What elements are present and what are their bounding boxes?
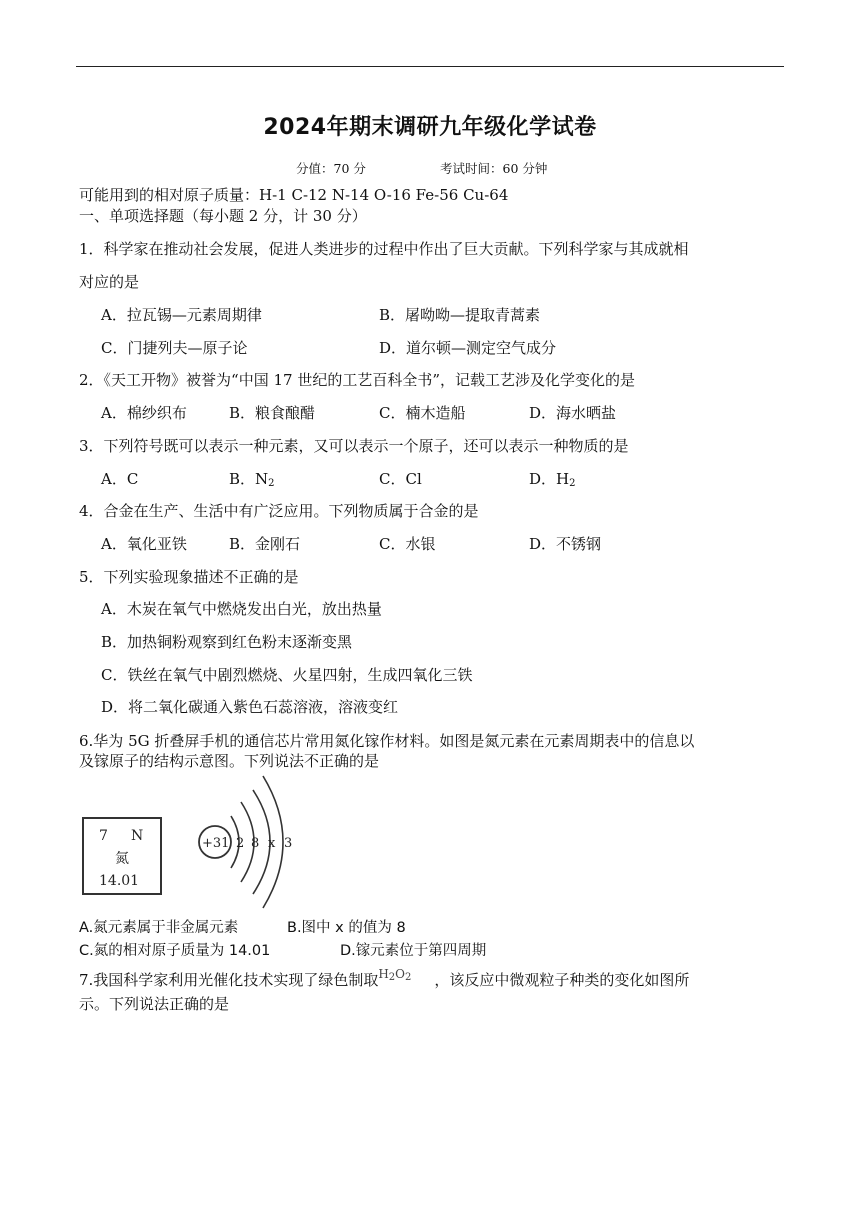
q6-option-d: D.镓元素位于第四周期 (340, 943, 487, 959)
element-mass: 14.01 (99, 873, 140, 889)
q4-option-a: A．氧化亚铁 (101, 535, 187, 553)
q4-option-b: B．金刚石 (229, 535, 301, 553)
atomic-masses: 可能用到的相对原子质量：H-1 C-12 N-14 O-16 Fe-56 Cu-64 (79, 186, 509, 204)
q2-option-c: C．楠木造船 (379, 404, 466, 422)
q6-option-b: B.图中 x 的值为 8 (287, 920, 406, 936)
page-title: 2024年期末调研九年级化学试卷 (263, 115, 597, 140)
q6-stem-line2: 及镓原子的结构示意图。下列说法不正确的是 (79, 752, 380, 770)
q5-option-d: D．将二氧化碳通入紫色石蕊溶液，溶液变红 (101, 698, 399, 716)
element-number: 7 (99, 828, 108, 844)
q4-option-d: D．不锈钢 (529, 535, 602, 553)
formula-h2o2: $H_2O_2$ (378, 967, 412, 983)
q2-stem: 2．《天工开物》被誉为“中国 17 世纪的工艺百科全书”，记载工艺涉及化学变化的是 (79, 371, 636, 389)
q6-option-c: C.氮的相对原子质量为 14.01 (79, 943, 271, 959)
score-label: 分值：70 分 (296, 161, 366, 176)
q4-stem: 4．合金在生产、生活中有广泛应用。下列物质属于合金的是 (79, 502, 479, 520)
top-rule (76, 66, 784, 67)
q5-option-a: A．木炭在氧气中燃烧发出白光，放出热量 (101, 600, 382, 618)
shell-count-1: 2 (236, 836, 245, 851)
nucleus-charge: +31 (202, 836, 230, 851)
q6-figure (79, 772, 299, 912)
q7-stem-line1: 7.我国科学家利用光催化技术实现了绿色制取$H_2O_2$ ，该反应中微观粒子种类的变化如图所 (79, 970, 689, 995)
shell-count-2: 8 (251, 836, 260, 851)
q1-option-b: B．屠呦呦—提取青蒿素 (379, 306, 541, 324)
q6-stem-line1: 6.华为 5G 折叠屏手机的通信芯片常用氮化镓作材料。如图是氮元素在元素周期表中的信息以 (79, 732, 695, 750)
time-label: 考试时间：60 分钟 (440, 161, 548, 176)
element-name: 氮 (115, 851, 129, 867)
q1-option-c: C．门捷列夫—原子论 (101, 339, 248, 357)
q3-option-a: A．C (101, 470, 139, 488)
q1-option-a: A．拉瓦锡—元素周期律 (101, 306, 262, 324)
q2-option-a: A．棉纱织布 (101, 404, 187, 422)
q3-option-c: C．Cl (379, 470, 422, 488)
q6-option-a: A.氮元素属于非金属元素 (79, 920, 239, 936)
q3-stem: 3．下列符号既可以表示一种元素，又可以表示一个原子，还可以表示一种物质的是 (79, 437, 629, 455)
q1-stem-line2: 对应的是 (79, 273, 140, 291)
q3-option-d: D．$H_2$ (529, 470, 576, 489)
shell-count-4: 3 (284, 836, 293, 851)
q7-stem-line2: 示。下列说法正确的是 (79, 995, 230, 1013)
q5-option-c: C．铁丝在氧气中剧烈燃烧、火星四射，生成四氧化三铁 (101, 666, 473, 684)
q4-option-c: C．水银 (379, 535, 436, 553)
element-symbol: N (131, 828, 144, 844)
q2-option-d: D．海水晒盐 (529, 404, 617, 422)
q3-option-b: B．$N_2$ (229, 470, 275, 489)
q1-stem-line1: 1．科学家在推动社会发展，促进人类进步的过程中作出了巨大贡献。下列科学家与其成就相 (79, 240, 689, 258)
q2-option-b: B．粮食酿醋 (229, 404, 316, 422)
section-heading: 一、单项选择题（每小题 2 分，计 30 分） (79, 207, 367, 225)
q1-option-d: D．道尔顿—测定空气成分 (379, 339, 557, 357)
shell-count-3: x (268, 836, 276, 851)
q5-stem: 5．下列实验现象描述不正确的是 (79, 568, 299, 586)
q5-option-b: B．加热铜粉观察到红色粉末逐渐变黑 (101, 633, 353, 651)
